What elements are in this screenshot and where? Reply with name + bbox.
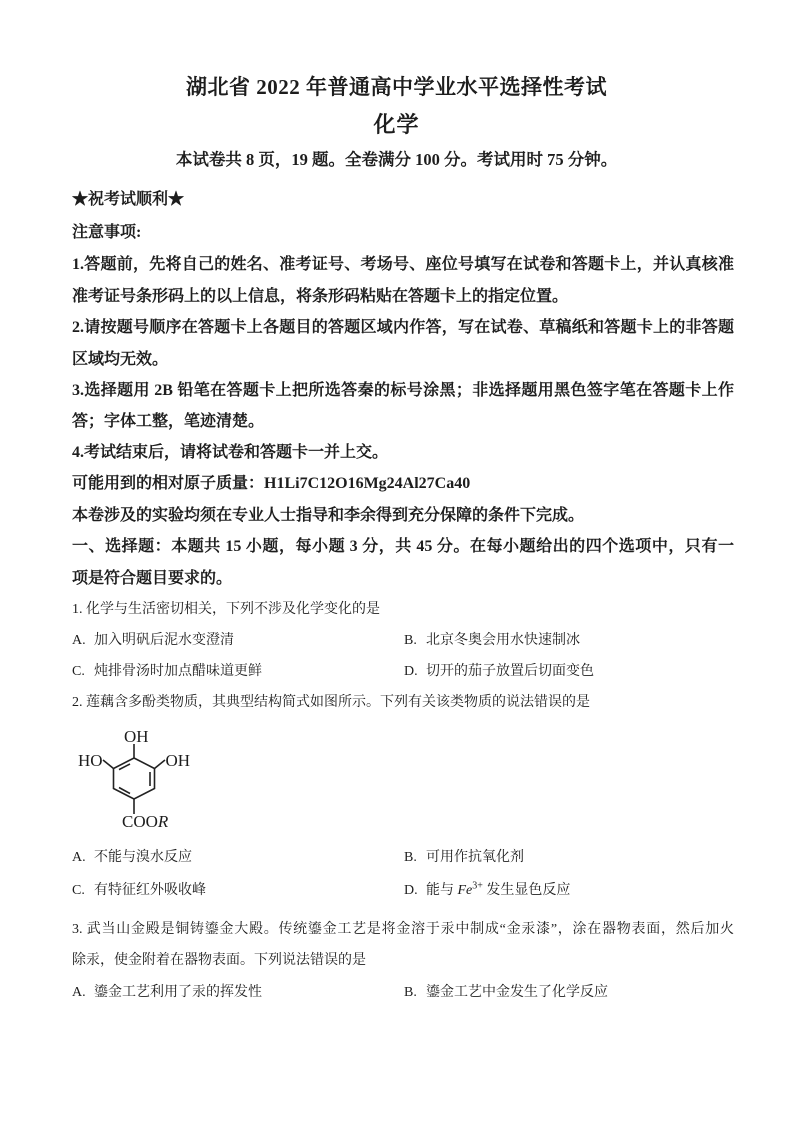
q2-option-d	[404, 882, 570, 900]
q2-option-a-letter: A.	[72, 850, 86, 865]
exam-subject: 化学	[373, 112, 420, 137]
benzene-ring	[114, 758, 155, 799]
q1-option-a-text: 加入明矾后泥水变澄清	[94, 633, 234, 648]
exam-wish-line: ★祝考试顺利★	[72, 191, 185, 208]
notice-3-line-2: 答；字体工整，笔迹清楚。	[72, 413, 265, 430]
atomic-mass-line: 可能用到的相对原子质量：H1Li7C12O16Mg24Al27Ca40	[72, 475, 471, 492]
notice-2-line-2: 区域均无效。	[72, 351, 169, 368]
q3-stem-line-2: 除汞，使金附着在器物表面。下列说法错误的是	[72, 953, 366, 968]
q1-option-a-letter: A.	[72, 633, 86, 648]
q3-option-b-letter: B.	[404, 985, 417, 1000]
section-heading-line-1: 一、选择题：本题共 15 小题，每小题 3 分，共 45 分。在每小题给出的四个选项中，只有一	[72, 538, 734, 555]
iron-ion-charge: 3+	[472, 880, 483, 892]
exam-title: 湖北省 2022 年普通高中学业水平选择性考试	[186, 75, 607, 99]
notice-1-line-1: 1.答题前，先将自己的姓名、准考证号、考场号、座位号填写在试卷和答题卡上，并认真核准	[72, 256, 734, 273]
q2-option-d-post: 发生显色反应	[482, 883, 571, 898]
q1-option-b-text: 北京冬奥会用水快速制冰	[426, 633, 580, 648]
notice-2-line-1: 2.请按题号顺序在答题卡上各题目的答题区域内作答，写在试卷、草稿纸和答题卡上的非答题	[72, 319, 734, 336]
q1-option-a	[72, 632, 234, 650]
q2-option-a-text: 不能与溴水反应	[94, 850, 192, 865]
q3-option-b	[404, 984, 608, 1002]
notice-4-line-1: 4.考试结束后，请将试卷和答题卡一并上交。	[72, 444, 389, 461]
q2-option-d-letter: D.	[404, 883, 418, 898]
q1-option-c	[72, 663, 262, 681]
q3-option-a	[72, 984, 262, 1002]
notice-3-line-1: 3.选择题用 2B 铅笔在答题卡上把所选答秦的标号涂黑；非选择题用黑色签字笔在答题卡上作	[72, 382, 734, 399]
safety-note-line: 本卷涉及的实验均须在专业人士指导和李余得到充分保障的条件下完成。	[72, 507, 585, 524]
q2-option-c-letter: C.	[72, 883, 85, 898]
q2-option-c-text: 有特征红外吸收峰	[94, 883, 206, 898]
q3-option-b-text: 鎏金工艺中金发生了化学反应	[426, 985, 608, 1000]
ester-coo: COO	[122, 812, 158, 831]
q1-option-b-letter: B.	[404, 633, 417, 648]
q3-option-a-letter: A.	[72, 985, 86, 1000]
notices-title: 注意事项:	[72, 224, 142, 241]
exam-info-line: 本试卷共 8 页，19 题。全卷满分 100 分。考试用时 75 分钟。	[175, 150, 618, 169]
q1-option-c-text: 炖排骨汤时加点醋味道更鲜	[94, 664, 262, 679]
q2-option-a	[72, 849, 192, 867]
ester-group-label	[122, 812, 169, 831]
notice-1-line-2: 准考证号条形码上的以上信息，将条形码粘贴在答题卡上的指定位置。	[72, 288, 569, 305]
bond-to-right-oh	[155, 760, 166, 769]
q2-option-d-pre: 能与	[426, 883, 458, 898]
q2-structure-diagram	[60, 718, 200, 833]
iron-ion-formula: Fe	[457, 883, 473, 898]
q2-stem: 2. 莲藕含多酚类物质，其典型结构简式如图所示。下列有关该类物质的说法错误的是	[72, 695, 590, 710]
q1-option-b	[404, 632, 580, 650]
hydroxyl-left-label: HO	[77, 751, 103, 770]
q2-option-b-letter: B.	[404, 850, 417, 865]
q1-option-d-letter: D.	[404, 664, 418, 679]
hydroxyl-right-label: OH	[165, 751, 191, 770]
hydroxyl-top-label: OH	[124, 727, 149, 746]
q3-stem-line-1: 3. 武当山金殿是铜铸鎏金大殿。传统鎏金工艺是将金溶于汞中制成“金汞漆”，涂在器物表面，然后加火	[72, 922, 734, 937]
q1-option-c-letter: C.	[72, 664, 85, 679]
q1-stem: 1. 化学与生活密切相关，下列不涉及化学变化的是	[72, 602, 380, 617]
q1-option-d	[404, 663, 594, 681]
q2-option-b	[404, 849, 524, 867]
ester-r: R	[157, 812, 169, 831]
q2-option-c	[72, 882, 206, 900]
q1-option-d-text: 切开的茄子放置后切面变色	[426, 664, 594, 679]
q3-option-a-text: 鎏金工艺利用了汞的挥发性	[94, 985, 262, 1000]
bond-to-left-oh	[103, 760, 114, 769]
section-heading-line-2: 项是符合题目要求的。	[72, 570, 233, 587]
q2-option-b-text: 可用作抗氧化剂	[426, 850, 524, 865]
